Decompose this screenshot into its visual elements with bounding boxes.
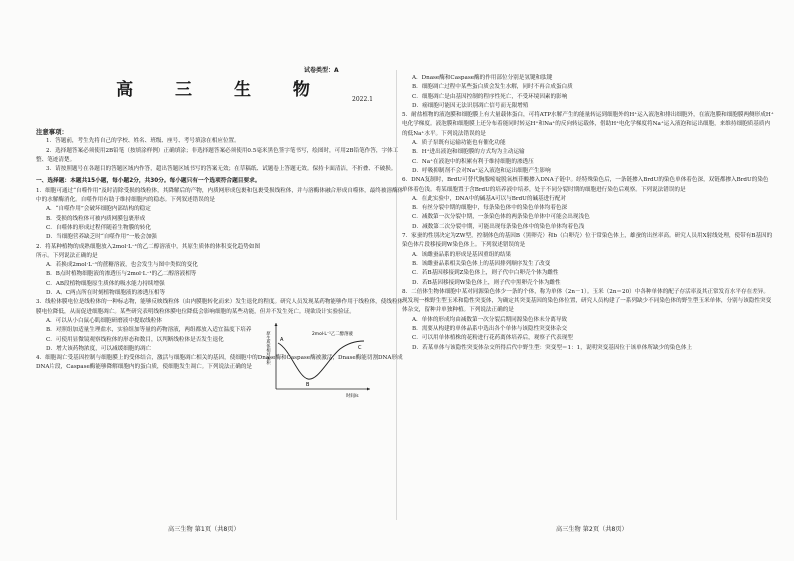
x-axis-label: 时间/s (346, 394, 359, 399)
exam-type-label: 试卷类型：A (304, 67, 339, 74)
option: B．该雌蚕品系相关染色体上的基因排列顺序发生了改变 (412, 260, 551, 267)
question-stem: 6．DNA复制时，BrdU可替代胸腺嘧啶脱氧核苷酸掺入DNA子链中。经特殊染色后，一条链掺入BrdU的染色单体着色深，双链都掺入BrdU的染色单体着色浅。将某细胞置于含BrdU的培养液中培养，处于不同分裂时期的细胞进行染色后观察。下列说法错误的是 (402, 177, 769, 193)
point-b-label: B (306, 382, 310, 388)
option: B．H⁺进出液泡和细胞膜的方式均为主动运输 (412, 149, 525, 156)
question-1 (36, 187, 408, 243)
y-axis-arrow (275, 323, 278, 326)
question-4-continued (402, 74, 774, 111)
notice-heading: 注意事项： (36, 128, 68, 136)
curve-label: 2mol·L⁻¹乙二醇溶液 (312, 332, 353, 337)
option: A．单体的形成均由减数第一次分裂后期同源染色体未分离导致 (412, 316, 568, 323)
notice-block (36, 128, 408, 174)
notice-item: 1．答题前，考生先将自己的学校、姓名、班级、座号、考号填涂在相应位置。 (46, 138, 240, 145)
option: D．癌细胞可能因无法识别凋亡信号而无限增殖 (412, 102, 529, 109)
option: A．在此实验中，DNA中的碱基A可以与BrdU的碱基进行配对 (412, 195, 567, 202)
option: B．B点时植物细胞液的渗透压与2mol·L⁻¹的乙二醇溶液相等 (46, 271, 197, 278)
y-axis-label: 原生质体相对体积 (266, 331, 272, 365)
right-page (402, 74, 774, 353)
exam-date: 2022.1 (352, 96, 373, 103)
option: A．该雌蚕品系的形成是基因重组的结果 (412, 251, 512, 258)
option: D．A、C两点所在时刻植物细胞液的渗透压相等 (46, 290, 166, 297)
option: D．呼吸抑制剂不会对Na⁺运入液泡和运出细胞产生影响 (412, 167, 551, 174)
page-footer-right: 高三生物 第2页（共8页） (556, 526, 628, 533)
question-stem: 8．二倍体生物体细胞中某对同源染色体少一条的个体，称为单体（2n－1）。玉米（2n＝20）中各种单体的配子存活率及其正常发育水平存在差异。现发现一株野生型玉米和隐性突变体，为确定其突变基因的染色体位置，研究人员构建了一系列缺少不同染色体的野生型玉米单体，分别与该隐性突变体杂交，留种并单独种植。下列说法正确的是 (402, 288, 772, 314)
point-a-label: A (280, 337, 284, 343)
option: B．细胞凋亡过程中某些蛋白质会发生水解，同时不再合成蛋白质 (412, 84, 573, 91)
question-6 (402, 176, 774, 232)
volume-curve-figure (262, 319, 374, 401)
x-axis-arrow (367, 388, 370, 391)
option: C．减数第一次分裂中期，一条染色体的两条染色单体中可能会出现浅色 (412, 214, 590, 221)
point-c-label: C (358, 345, 362, 351)
option: A．“自噬作用”会破坏细胞内部结构的稳定 (46, 206, 151, 213)
question-stem: 5．耐盐植物的液泡膜和细胞膜上有大量载体蛋白，可将ATP水解产生的能量转运到细胞外的H⁺运入液泡和排出细胞外，在液泡膜和细胞膜两侧形成H⁺电化学梯度。液泡膜和细胞膜上还分布着能同时转运H⁺和Na⁺的反向转运载体，借助H⁺电化学梯度将Na⁺运入液泡和运出细胞，来维持细胞质基质内的低Na⁺水平。下列说法错误的是 (402, 112, 774, 137)
question-stem: 2．将某种植物的成熟细胞放入2mol·L⁻¹的乙二醇溶液中，其原生质体的体积变化趋势如图所示。下列说法正确的是 (36, 243, 261, 259)
option: B．需要从构建的单体品系中选出各个单体与该隐性突变体杂交 (412, 326, 568, 333)
option: D．当细胞营养缺乏时“自噬作用”一般会加强 (46, 234, 157, 241)
section-heading: 一、选择题：本题共15小题，每小题2分，共30分。每小题只有一个选项符合题目要求。 (36, 178, 261, 185)
option: C．可使用显微镜观察线粒体的形态和数目，以判断线粒体是否发生退化 (46, 336, 224, 343)
question-stem: 3．线粒体膜电位是线粒体的一种标志物，能够反映线粒体（由内膜胞转化而来）发生退化的程度。研究人员发现某药物能够作用于线粒体，使线粒体膜电位降低，从而促进细胞凋亡。某些研究表明线粒体膜电位降低会影响细胞的某些功能，但并不发生死亡。现欲设计实验验证。 (36, 299, 404, 315)
option: C．Na⁺在液泡中的积累有利于维持细胞的渗透压 (412, 158, 534, 165)
question-7 (402, 232, 774, 288)
option: A．Dnase酶和Caspase酶的作用部位分别是氢键和肽键 (412, 75, 553, 81)
option: D．若某单体与该隐性突变体杂交所得后代中野生型：突变型＝1：1，说明突变基因位于该单体所缺少的染色体上 (412, 344, 693, 351)
option: D．若B基因移接到W染色体上，则子代中黑卵壳个体为雌性 (412, 279, 561, 286)
question-stem: 4．细胞凋亡受基因控制与细胞膜上的受体结合，激活与细胞凋亡相关的基因，使细胞中的Dnase酶和Caspase酶被激活，Dnase酶能切割DNA形成DNA片段，Caspase酶能够降解细胞内的蛋白质，使细胞发生凋亡。下列说法正确的是 (36, 355, 403, 371)
question-8 (402, 288, 774, 353)
option: D．增大该药物浓度，可以减缓细胞的凋亡 (46, 345, 152, 352)
option: A．可以从小白鼠心肌细胞研磨液中提取线粒体 (46, 317, 162, 324)
question-2 (36, 243, 264, 299)
option: A．若换成2mol·L⁻¹的蔗糖溶液，也会发生与图中类似的变化 (46, 262, 198, 269)
volume-curve (278, 341, 364, 379)
question-stem: 1．细胞可通过“自噬作用”及时清除受损的线粒体，其降解后的产物，内质网形成包裹和包裹受损线粒体，并与溶酶体融合形成自噬体，最终被溶酶体中的水解酶消化。自噬作用有助于维持细胞内的稳态。下列叙述错误的是 (36, 187, 404, 204)
option: C．AB段植物细胞原生质体的吸水能力持续增强 (46, 280, 165, 287)
header-block (36, 67, 408, 128)
option: C．可以用单体植株的花粉进行花药离体培养后，观察子代表现型 (412, 335, 573, 342)
option: C．若B基因移接到Z染色体上，则子代中白卵壳个体为雌性 (412, 270, 559, 277)
option: C．自噬体的形成过程伴随着生物膜的转化 (46, 224, 151, 231)
option: B．对照组加适量生理盐水，实验组加等量的药物溶液，两组都放入适宜温度下培养 (46, 327, 252, 334)
option: D．减数第二次分裂中期，可能出现每条染色体中的染色单体均着色浅 (412, 223, 585, 230)
option: C．细胞凋亡是由基因控制的程序性死亡，不受环境因素的影响 (412, 93, 568, 100)
notice-item: 3．请按照题号在各题目的答题区域内作答，超出答题区域书写的答案无效；在草稿纸、试题卷上答题无效。保持卡面清洁，不折叠、不破损。 (46, 166, 397, 173)
option: B．受损的线粒体可被内质网膜包裹形成 (46, 215, 146, 222)
page-title: 高 三 生 物 (116, 80, 328, 100)
question-5 (402, 111, 774, 176)
question-stem: 7．家蚕的性别决定为ZW型，控制体色的基因B（黑卵壳）和b（白卵壳）位于常染色体上，雄蚕的出丝率高。研究人员用X射线处理，使带有B基因的染色体片段移接到W染色体上。下列叙述错误的是 (402, 233, 773, 249)
option: A．质子泵既有运输功能也有催化功能 (412, 140, 506, 147)
notice-item: 2．选择题答案必须使用2B铅笔（按填涂样例）正确填涂；非选择题答案必须使用0.5毫米黑色签字笔书写，绘图时，可用2B铅笔作答，字体工整、笔迹清楚。 (36, 147, 399, 163)
page-footer-left: 高三生物 第1页（共8页） (168, 526, 240, 533)
option: B．有丝分裂中期的细胞中，每条染色体中的染色单体均着色深 (412, 205, 568, 212)
